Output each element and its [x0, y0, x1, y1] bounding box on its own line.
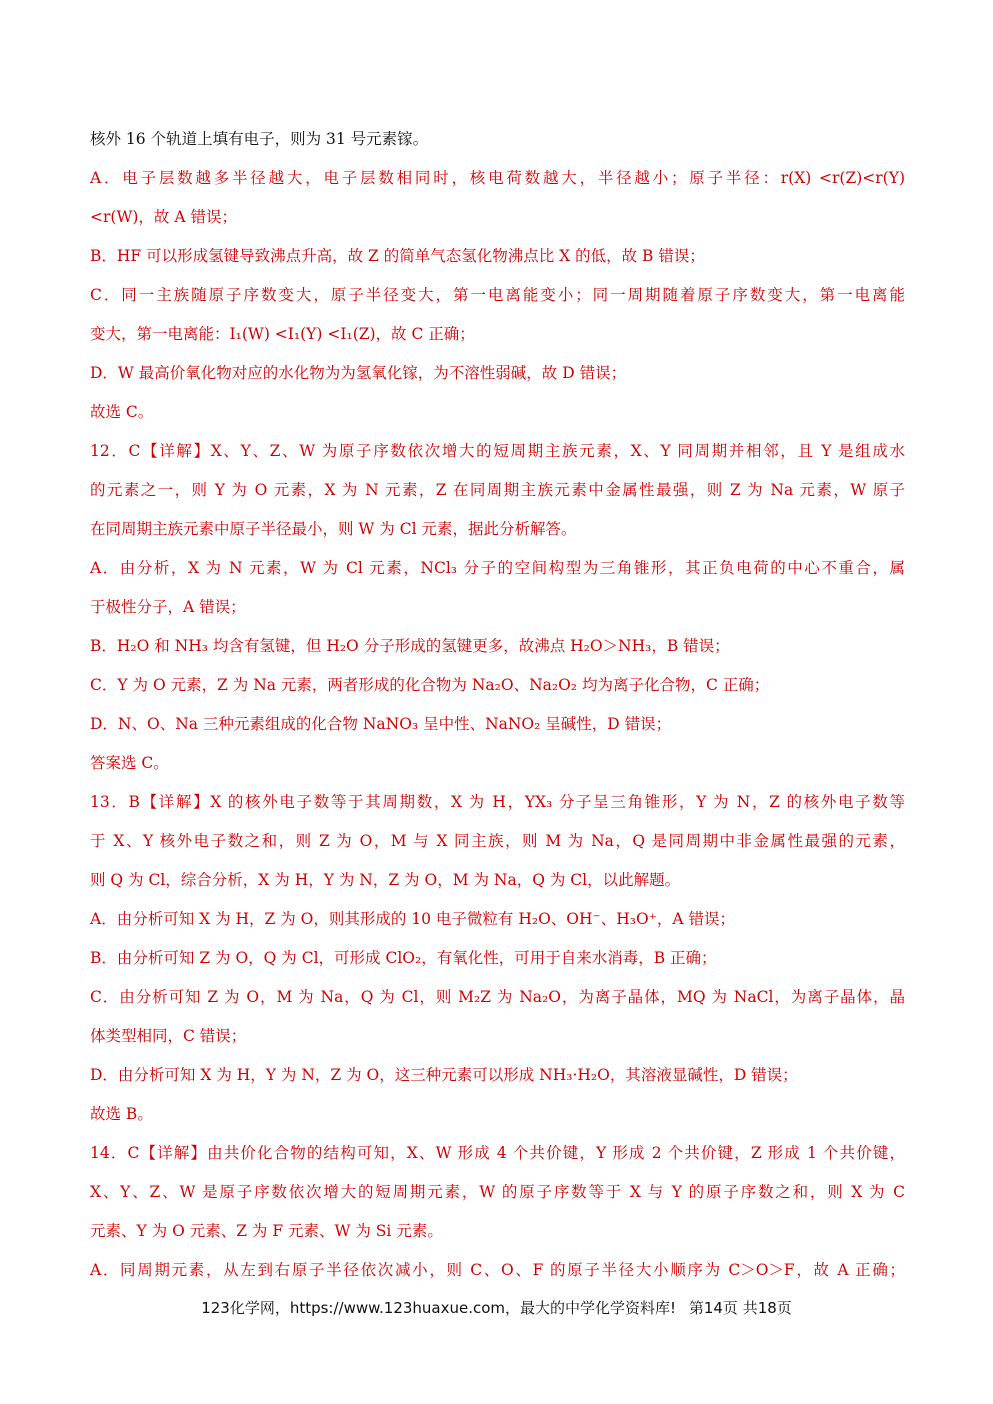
text-line: B．HF 可以形成氢键导致沸点升高，故 Z 的简单气态氢化物沸点比 X 的低，故 B 错误；	[90, 247, 705, 265]
text-line: 14．C【详解】由共价化合物的结构可知，X、W 形成 4 个共价键，Y 形成 2 个共价键，Z 形成 1 个共价键，	[90, 1144, 905, 1162]
text-line: D．由分析可知 X 为 H，Y 为 N，Z 为 O，这三种元素可以形成 NH₃·H₂O，其溶液显碱性，D 错误；	[90, 1066, 798, 1084]
text-line: 答案选 C。	[90, 754, 169, 772]
text-line: A．同周期元素，从左到右原子半径依次减小，则 C、O、F 的原子半径大小顺序为 C＞O＞F，故 A 正确；	[90, 1261, 905, 1279]
text-line: B．H₂O 和 NH₃ 均含有氢键，但 H₂O 分子形成的氢键更多，故沸点 H₂O＞NH₃，B 错误；	[90, 637, 730, 655]
text-line: A．由分析可知 X 为 H，Z 为 O，则其形成的 10 电子微粒有 H₂O、OH⁻、H₃O⁺，A 错误；	[90, 910, 735, 928]
text-line: 于极性分子，A 错误；	[90, 598, 246, 616]
text-line: <r(W)，故 A 错误；	[90, 208, 237, 226]
text-line: 故选 B。	[90, 1105, 153, 1123]
text-line: 13．B【详解】X 的核外电子数等于其周期数，X 为 H，YX₃ 分子呈三角锥形，Y 为 N，Z 的核外电子数等	[90, 793, 905, 811]
text-line: 元素、Y 为 O 元素、Z 为 F 元素、W 为 Si 元素。	[90, 1222, 443, 1240]
text-line: D．W 最高价氧化物对应的水化物为为氢氧化镓，为不溶性弱碱，故 D 错误；	[90, 364, 627, 382]
text-line: 则 Q 为 Cl，综合分析，X 为 H，Y 为 N，Z 为 O，M 为 Na，Q 为 Cl，以此解题。	[90, 871, 681, 889]
text-line: 在同周期主族元素中原子半径最小，则 W 为 Cl 元素，据此分析解答。	[90, 520, 577, 538]
text-line: 于 X、Y 核外电子数之和，则 Z 为 O，M 与 X 同主族，则 M 为 Na，Q 是同周期中非金属性最强的元素，	[90, 832, 905, 850]
footer-site: 123化学网，https://www.123huaxue.com，最大的中学化学资料库!	[201, 1299, 677, 1317]
text-line: 的元素之一，则 Y 为 O 元素，X 为 N 元素，Z 在同周期主族元素中金属性最强，则 Z 为 Na 元素，W 原子	[90, 481, 905, 499]
text-line: A．由分析，X 为 N 元素，W 为 Cl 元素，NCl₃ 分子的空间构型为三角锥形，其正负电荷的中心不重合，属	[90, 559, 905, 577]
text-line: D．N、O、Na 三种元素组成的化合物 NaNO₃ 呈中性、NaNO₂ 呈碱性，D 错误；	[90, 715, 672, 733]
footer-page-number: 第14页 共18页	[688, 1299, 792, 1317]
text-line: 12．C【详解】X、Y、Z、W 为原子序数依次增大的短周期主族元素，X、Y 同周期并相邻，且 Y 是组成水	[90, 442, 905, 460]
text-line: 故选 C。	[90, 403, 154, 421]
text-line: C．由分析可知 Z 为 O，M 为 Na，Q 为 Cl，则 M₂Z 为 Na₂O，为离子晶体，MQ 为 NaCl，为离子晶体，晶	[90, 988, 905, 1006]
text-line: 体类型相同，C 错误；	[90, 1027, 247, 1045]
text-line: 核外 16 个轨道上填有电子，则为 31 号元素镓。	[90, 130, 429, 148]
text-line: C．Y 为 O 元素，Z 为 Na 元素，两者形成的化合物为 Na₂O、Na₂O₂ 均为离子化合物，C 正确；	[90, 676, 770, 694]
text-line: A．电子层数越多半径越大，电子层数相同时，核电荷数越大，半径越小；原子半径：r(X) <r(Z)<r(Y)	[90, 169, 905, 187]
text-line: B．由分析可知 Z 为 O，Q 为 Cl，可形成 ClO₂，有氧化性，可用于自来水消毒，B 正确；	[90, 949, 717, 967]
text-line: X、Y、Z、W 是原子序数依次增大的短周期元素，W 的原子序数等于 X 与 Y 的原子序数之和，则 X 为 C	[90, 1183, 905, 1201]
text-line: 变大，第一电离能：I₁(W) <I₁(Y) <I₁(Z)，故 C 正确；	[90, 325, 475, 343]
text-line: C．同一主族随原子序数变大，原子半径变大，第一电离能变小；同一周期随着原子序数变大，第一电离能	[90, 286, 905, 304]
page-footer	[0, 1297, 993, 1319]
